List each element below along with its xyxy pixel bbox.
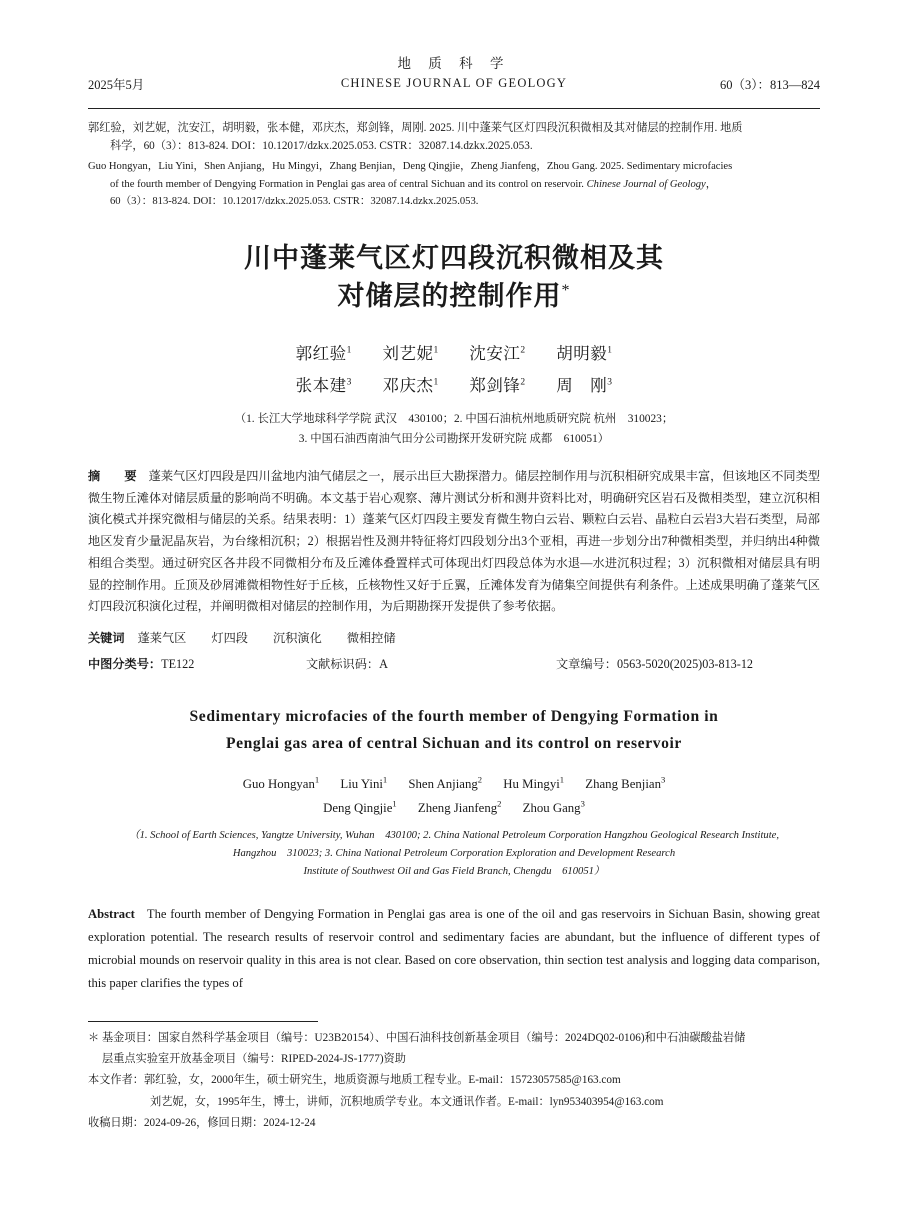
author-bio-line1 [88,1071,820,1090]
affiliation-en-line3: Institute of Southwest Oil and Gas Field Branch, Chengdu 610051） [303,866,605,878]
keywords-label: 关键词 [88,630,125,645]
author-label: Shen Anjiang [408,776,478,791]
issue-date: 2025年5月 [88,78,145,92]
author-label: Zhang Benjian [585,776,661,791]
affiliations-cn [88,410,820,450]
citation-en-line1: Guo Hongyan，Liu Yini，Shen Anjiang，Hu Mingyi，Zhang Benjian，Deng Qingjie，Zheng Jianfeng，Zhou Gang. 2025. Sedimentary microfacies [88,161,733,173]
author-name [242,774,320,791]
volume-issue-pages: 60（3）：813—824 [719,78,820,92]
abstract-en-text: The fourth member of Dengying Formation in Penglai gas area is one of the oil and gas reservoirs in Sichuan Basin, showing great exploration potential. The research results of reservoir control and sedimentary facies are abundant, but the influence of different types of microbial mounds on reservoir quality in this area is not clear. Based on core observation, thin section test analysis and logging data comparison, this paper clarifies the types of [88,907,820,991]
citation-en-line3: 60（3）：813-824. DOI：10.12017/dzkx.2025.053. CSTR：32087.14.dzkx.2025.053. [110,196,479,208]
clc-label: 中图分类号： [88,656,162,671]
footnotes [88,1021,820,1133]
footnote-divider [88,1021,318,1022]
keyword-item: 蓬莱气区 [137,630,187,645]
citation-cn [88,119,820,155]
citation-en-line2-tail: ， [705,178,717,190]
author-name [382,376,438,395]
authors-en-row1 [88,771,820,796]
author-affil-marker: 2 [477,774,483,785]
journal-title-en: CHINESE JOURNAL OF GEOLOGY [340,75,568,90]
author-affil-marker: 1 [392,799,397,810]
author-name [585,774,666,791]
received-date [88,1114,820,1133]
abstract-en-label: Abstract [88,907,135,922]
author-affil-marker: 2 [497,799,502,810]
title-en-line2: Penglai gas area of central Sichuan and its control on reservoir [226,734,682,752]
author-label: Guo Hongyan [242,776,315,791]
document-code-label: 文献标识码： [306,656,380,671]
journal-title-cn: 地 质 科 学 [397,56,511,71]
author-label: 张本建 [295,375,347,395]
title-cn-line2: 对储层的控制作用 [337,281,562,312]
funding-note-line1: ＊ 基金项目：国家自然科学基金项目（编号：U23B20154）、中国石油科技创新基金项目（编号：2024DQ02-0106)和中石油碳酸盐岩储 [88,1031,746,1044]
author-name [340,774,388,791]
author-affil-marker: 3 [580,799,585,810]
running-head [88,56,820,102]
author-label: 刘艺妮 [382,343,434,363]
clc-code [88,654,306,676]
author-affil-marker: 1 [314,774,320,785]
author-affil-marker: 1 [433,377,439,388]
abstract-cn-label: 摘 要 [88,468,143,483]
authors-en-row2 [88,796,820,821]
title-cn-line1: 川中蓬莱气区灯四段沉积微相及其 [244,243,664,274]
author-affil-marker: 1 [382,774,388,785]
author-name [323,801,397,815]
author-name [556,376,612,395]
author-label: Zhou Gang [522,801,581,816]
authors-cn-row2 [88,370,820,402]
author-label: 胡明毅 [556,343,608,363]
abstract-en [88,903,820,995]
author-bio-text: 郭红验，女，2000年生，硕士研究生，地质资源与地质工程专业。E-mail：15723057585@163.com [143,1074,621,1087]
document-code [306,654,556,676]
keyword-item: 灯四段 [211,630,248,645]
abstract-cn-text: 蓬莱气区灯四段是四川盆地内油气储层之一，展示出巨大勘探潜力。储层控制作用与沉积相研究成果丰富，但该地区不同类型微生物丘滩体对储层质量的影响尚不明确。本文基于岩心观察、薄片测试分析和测井资料比对，明确研究区岩石及微相类型，建立沉积相演化模式并探究微相与储层的关系。结果表明：1）蓬莱气区灯四段主要发育微生物白云岩、颗粒白云岩、晶粒白云岩3大岩石类型，局部地区发育少量泥晶灰岩，为台缘相沉积；2）根据岩性及测井特征将灯四段划分出3个亚相，再进一步划分出7种微相类型，并归纳出4种微相组合类型。通过研究区各井段不同微相分布及丘滩体叠置样式可体现出灯四段总体为水退—水进沉积过程；3）沉积微相对储层具有明显的控制作用。丘顶及砂屑滩微相物性好于丘核，丘核物性又好于丘翼，丘滩体发育为储集空间提供有利条件。上述成果明确了蓬莱气区灯四段沉积演化过程，并阐明微相对储层的控制作用，为后期勘探开发提供了参考依据。 [88,468,821,614]
authors-cn [88,338,820,402]
abstract-cn [88,466,820,618]
author-affil-marker: 2 [520,377,526,388]
affiliation-en-line2: Hangzhou 310023; 3. China National Petroleum Corporation Exploration and Development Research [232,847,676,859]
article-number-label: 文章编号： [556,656,617,671]
author-affil-marker: 2 [520,345,526,356]
affiliation-cn-line2: 3. 中国石油西南油气田分公司勘探开发研究院 成都 610051） [298,432,610,445]
citation-en-journal: Chinese Journal of Geology [586,178,706,190]
author-bio-line2: 刘艺妮，女，1995年生，博士，讲师，沉积地质学专业。本文通讯作者。E-mail：lyn953403954@163.com [150,1095,664,1108]
author-name [382,344,438,363]
author-label: 郑剑锋 [469,375,521,395]
citation-en [88,158,820,211]
author-name [503,774,565,791]
author-affil-marker: 3 [607,377,613,388]
author-name [408,774,483,791]
document-code-value: A [379,656,388,671]
page-title-en [88,704,820,758]
authors-cn-row1 [88,338,820,370]
author-bio-label: 本文作者： [88,1074,144,1087]
received-date-label: 收稿日期： [88,1116,144,1129]
author-label: 邓庆杰 [382,375,434,395]
affiliation-cn-line1: （1. 长江大学地球科学学院 武汉 430100；2. 中国石油杭州地质研究院 杭州 310023； [234,413,674,426]
funding-note-line2: 层重点实验室开放基金项目（编号：RIPED-2024-JS-1777)资助 [102,1053,406,1066]
header-divider [88,108,820,109]
author-name [469,376,525,395]
keywords-cn [88,628,820,650]
citation-cn-line1: 郭红验，刘艺妮，沈安江，胡明毅，张本健，邓庆杰，郑剑锋，周刚. 2025. 川中蓬莱气区灯四段沉积微相及其对储层的控制作用. 地质 [88,122,743,134]
author-name [418,801,502,815]
keyword-item: 微相控储 [346,630,396,645]
received-date-value: 2024-09-26，修回日期：2024-12-24 [143,1116,316,1129]
keyword-item: 沉积演化 [273,630,322,645]
citation-cn-line2: 科学，60（3）：813-824. DOI：10.12017/dzkx.2025.053. CSTR：32087.14.dzkx.2025.053. [110,140,533,153]
author-affil-marker: 1 [433,345,439,356]
author-label: 周 刚 [556,375,608,395]
author-label: Deng Qingjie [323,801,393,816]
author-name [556,344,612,363]
clc-value: TE122 [161,656,195,671]
author-affil-marker: 1 [607,345,613,356]
article-number-value: 0563-5020(2025)03-813-12 [616,656,754,671]
citation-block [88,119,820,211]
author-label: Zheng Jianfeng [417,801,498,816]
affiliation-en-line1: （1. School of Earth Sciences, Yangtze University, Wuhan 430100; 2. China National Petroleum Corporation Hangzhou Geological Research Institute, [129,829,779,841]
author-label: Hu Mingyi [503,776,560,791]
author-name [296,376,352,395]
author-affil-marker: 3 [346,377,352,388]
affiliations-en [88,827,820,882]
page-title-cn [88,239,820,316]
author-label: 郭红验 [295,343,347,363]
author-label: Liu Yini [340,776,383,791]
author-affil-marker: 1 [559,774,565,785]
author-label: 沈安江 [469,343,521,363]
authors-en [88,771,820,820]
author-name [523,801,585,815]
author-affil-marker: 1 [346,345,352,356]
citation-en-line2: of the fourth member of Dengying Formation in Penglai gas area of central Sichuan and its control on reservoir. [110,178,587,190]
author-affil-marker: 3 [660,774,666,785]
article-number [556,654,820,676]
author-name [469,344,525,363]
title-en-line1: Sedimentary microfacies of the fourth member of Dengying Formation in [189,707,719,725]
classification-codes [88,654,820,676]
title-footnote-marker: * [561,282,571,300]
author-name [296,344,352,363]
